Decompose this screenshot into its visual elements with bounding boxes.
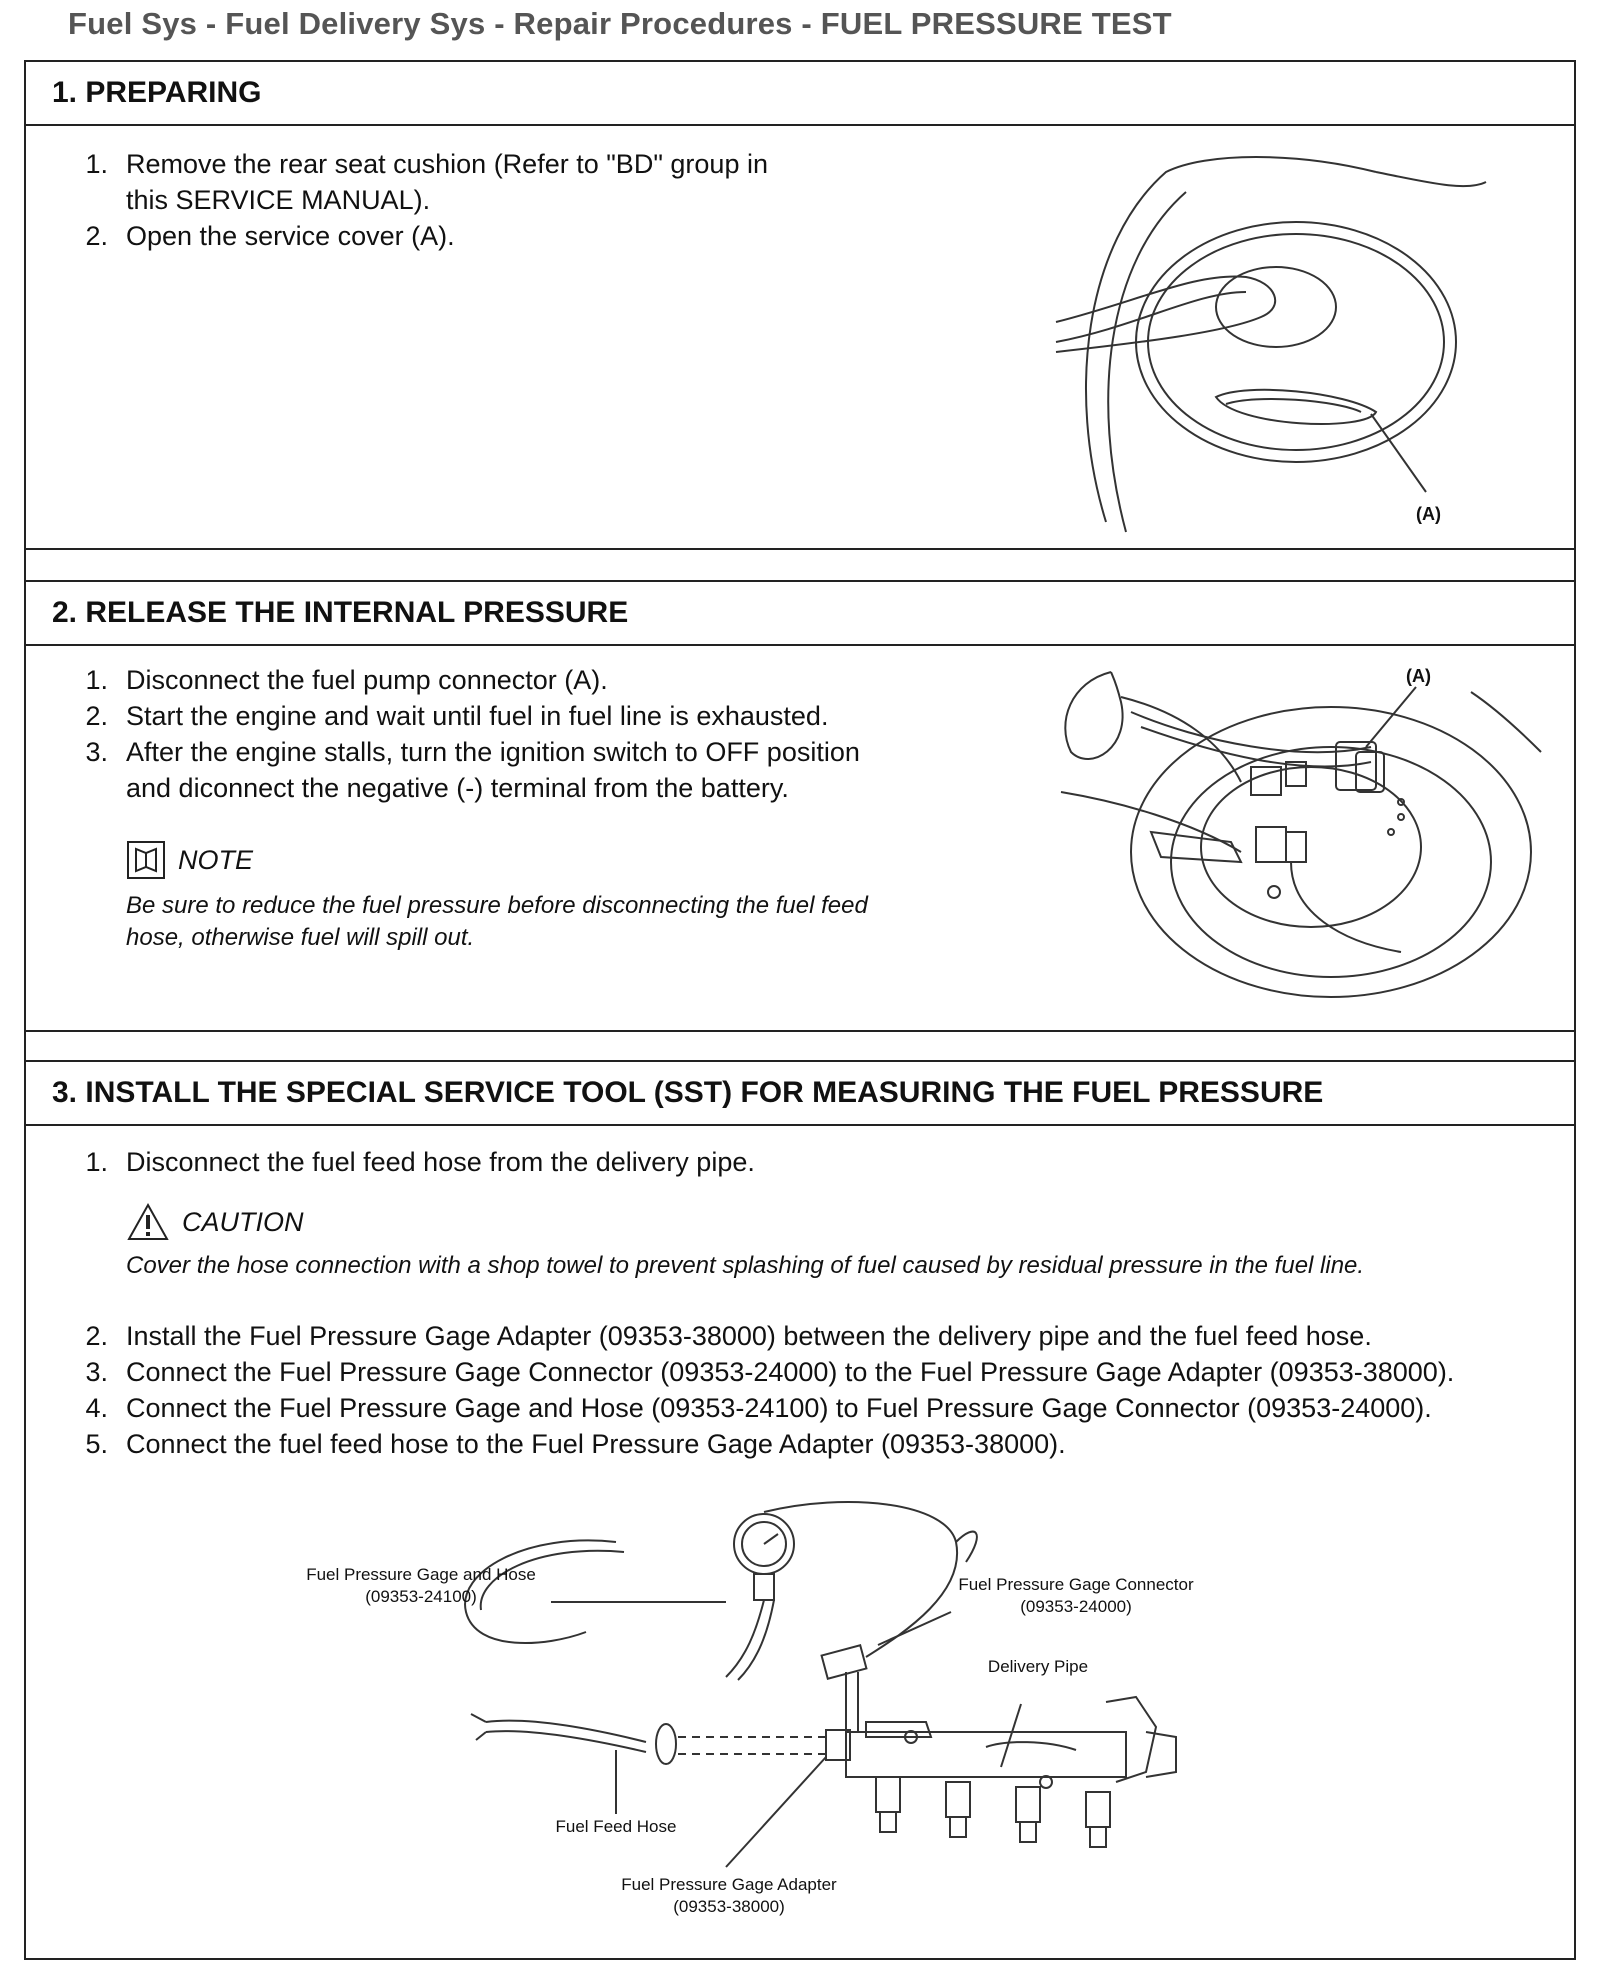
label-gage-adapter: Fuel Pressure Gage Adapter bbox=[621, 1875, 837, 1894]
note-text: Be sure to reduce the fuel pressure before disconnecting the fuel feed hose, otherwise fuel will spill out. bbox=[126, 892, 868, 951]
section-divider bbox=[24, 550, 1576, 580]
page-title: Fuel Sys - Fuel Delivery Sys - Repair Procedures - FUEL PRESSURE TEST bbox=[68, 6, 1172, 41]
step-list bbox=[74, 1318, 1454, 1462]
section-divider bbox=[24, 1032, 1576, 1060]
note-box bbox=[126, 840, 868, 954]
service-cover-figure bbox=[1046, 142, 1506, 542]
list-item: 1. Disconnect the fuel feed hose from the delivery pipe. bbox=[85, 1147, 755, 1177]
list-item: 4. Connect the Fuel Pressure Gage and Hose (09353-24100) to Fuel Pressure Gage Connector (09353-24000). bbox=[85, 1393, 1432, 1423]
note-label: NOTE bbox=[178, 844, 254, 875]
section-install-sst bbox=[24, 1060, 1576, 1960]
list-item: 2. Open the service cover (A). bbox=[85, 221, 455, 251]
warning-icon bbox=[126, 1202, 170, 1242]
step-list bbox=[74, 1144, 755, 1180]
label-gage-adapter-part: (09353-38000) bbox=[673, 1897, 785, 1916]
section-preparing bbox=[24, 60, 1576, 550]
fuel-pump-connector-figure bbox=[1041, 652, 1561, 1022]
fuel-pressure-gage-setup-figure bbox=[286, 1482, 1266, 1942]
step-list bbox=[74, 662, 860, 806]
caution-label: CAUTION bbox=[182, 1206, 304, 1237]
section-release-pressure bbox=[24, 580, 1576, 1032]
label-feed-hose: Fuel Feed Hose bbox=[555, 1817, 677, 1836]
section-heading: 2. RELEASE THE INTERNAL PRESSURE bbox=[26, 582, 1574, 646]
section-heading: 1. PREPARING bbox=[26, 62, 1574, 126]
list-item: 1. Remove the rear seat cushion (Refer to "BD" group in this SERVICE MANUAL). bbox=[85, 149, 768, 215]
book-icon bbox=[126, 840, 166, 880]
label-gage-hose-part: (09353-24100) bbox=[365, 1587, 477, 1606]
list-item: 3. Connect the Fuel Pressure Gage Connector (09353-24000) to the Fuel Pressure Gage Adapter (09353-38000). bbox=[85, 1357, 1455, 1387]
list-item: 5. Connect the fuel feed hose to the Fuel Pressure Gage Adapter (09353-38000). bbox=[85, 1429, 1066, 1459]
callout-label: (A) bbox=[1406, 666, 1431, 686]
list-item: 1. Disconnect the fuel pump connector (A). bbox=[85, 665, 608, 695]
label-gage-connector-part: (09353-24000) bbox=[1020, 1597, 1132, 1616]
label-gage-hose: Fuel Pressure Gage and Hose bbox=[306, 1565, 536, 1584]
step-list bbox=[74, 146, 768, 254]
section-heading: 3. INSTALL THE SPECIAL SERVICE TOOL (SST) FOR MEASURING THE FUEL PRESSURE bbox=[26, 1062, 1574, 1126]
caution-box bbox=[126, 1202, 1364, 1282]
caution-text: Cover the hose connection with a shop towel to prevent splashing of fuel caused by residual pressure in the fuel line. bbox=[126, 1252, 1365, 1279]
list-item: 2. Start the engine and wait until fuel in fuel line is exhausted. bbox=[85, 701, 829, 731]
label-gage-connector: Fuel Pressure Gage Connector bbox=[958, 1575, 1194, 1594]
callout-label: (A) bbox=[1416, 504, 1441, 524]
list-item: 2. Install the Fuel Pressure Gage Adapter (09353-38000) between the delivery pipe and the fuel feed hose. bbox=[85, 1321, 1372, 1351]
label-delivery-pipe: Delivery Pipe bbox=[987, 1657, 1089, 1676]
list-item: 3. After the engine stalls, turn the ignition switch to OFF position and diconnect the negative (-) terminal from the battery. bbox=[85, 737, 860, 803]
